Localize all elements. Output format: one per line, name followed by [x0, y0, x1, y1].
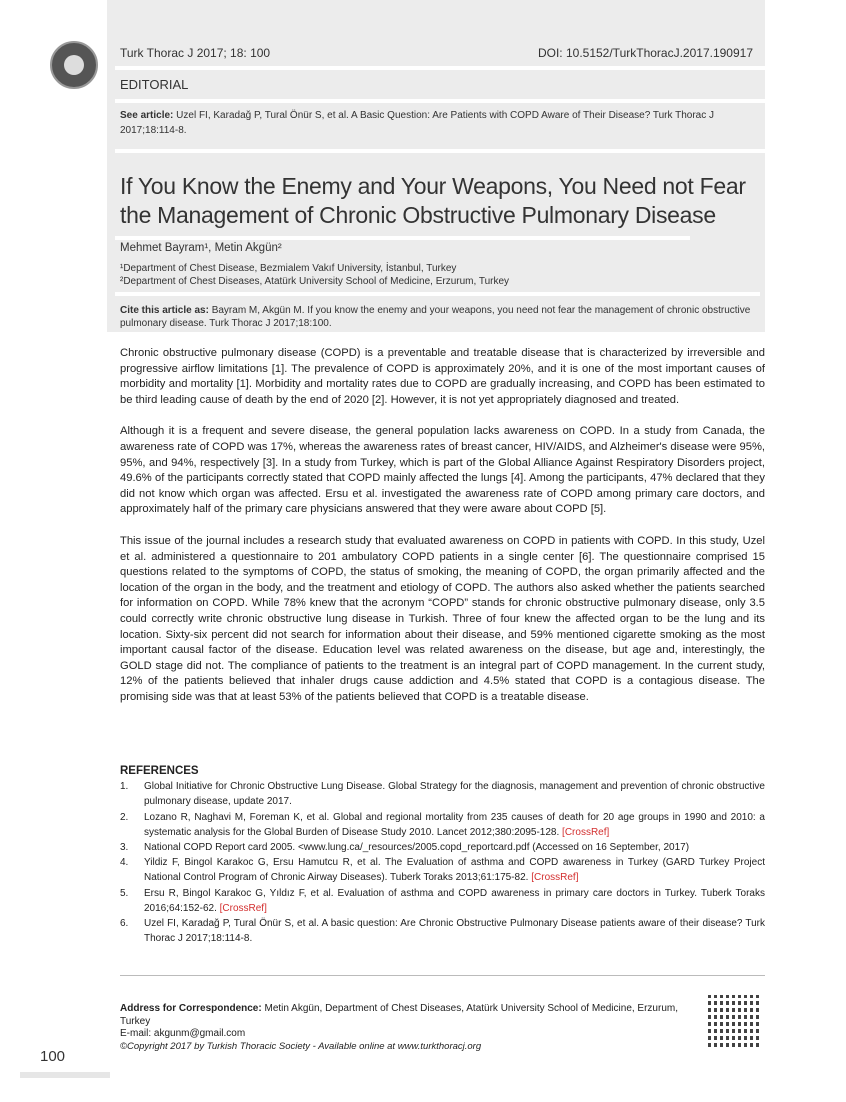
references-heading: REFERENCES	[120, 765, 199, 777]
cite-this-article	[120, 304, 760, 330]
affiliation: ²Department of Chest Diseases, Atatürk University School of Medicine, Erzurum, Turkey	[120, 276, 510, 287]
paragraph: Although it is a frequent and severe disease, the general population lacks awareness on COPD. In a study from Canada, the awareness rate of COPD was 17%, whereas the awareness rates of breast cancer, HIV/AIDS, and Alzheimer's disease were 95%, 95%, and 94%, respectively [3]. In a study from Turkey, which is part of the Global Alliance Against Respiratory Disorders project, 49.6% of the participants correctly stated that COPD mainly affected the lungs [4]. Among the participants, 47% declared that they did not know which organ was affected. Ersu et al. investigated the awareness rate of COPD among primary care doctors, and approximately half of the primary care physicians answered that they were aware about COPD [5].	[120, 425, 765, 516]
journal-reference: Turk Thorac J 2017; 18: 100	[120, 46, 271, 60]
references	[120, 764, 765, 946]
reference-number: 5.	[120, 887, 129, 899]
reference-text: Ersu R, Bingol Karakoc G, Yıldız F, et al. Evaluation of asthma and COPD awareness in primary care doctors in Turkey. Tuberk Toraks 2016;64:152-62.	[144, 887, 765, 914]
paragraph: Chronic obstructive pulmonary disease (COPD) is a preventable and treatable disease that is characterized by irreversible and progressive airflow limitations [1]. The prevalence of COPD is approximately 20%, and it is one of the most important causes of morbidity and mortality [1]. Morbidity and mortality rates due to COPD are gradually increasing, and COPD has been estimated to be third leading cause of death by the end of 2020 [2]. However, it is not yet appropriately diagnosed and treated.	[120, 347, 765, 406]
footer-divider	[120, 975, 765, 976]
see-article-label: See article:	[120, 110, 174, 121]
crossref-link[interactable]: [CrossRef]	[562, 826, 610, 838]
reference-number: 6.	[120, 918, 129, 930]
divider	[115, 66, 765, 70]
affiliations	[120, 262, 509, 288]
reference-text: Uzel FI, Karadağ P, Tural Önür S, et al. A basic question: Are Chronic Obstructive Pulmonary Disease patients aware of their disease? Turk Thorac J 2017;18:114-8.	[144, 918, 765, 945]
paragraph: This issue of the journal includes a research study that evaluated awareness on COPD in patients with COPD. In this study, Uzel et al. administered a questionnaire to 201 ambulatory COPD patients in a single center [6]. The questionnaire comprised 15 questions related to the symptoms of COPD, the status of smoking, the meaning of COPD, the organ primarily affected and the location of the organ in the body, and the treatment and etiology of COPD. The authors also asked whether the patients searched for information on COPD. While 78% knew that the acronym “COPD” stands for chronic obstructive pulmonary disease, only 3.5 could correctly write chronic obstructive lung disease in Turkish. Three of four knew the affected organ to be the lung and its location. Sixty-six percent did not search for information about their disease, and 59% mentioned cigarette smoking as the most important causal factor of the disease. Education level was related awareness on the disease, but age and, interestingly, the GOLD stage did not. The compliance of patients to the treatment is an integral part of COPD management. In the current study, 12% of the patients believed that inhaler drugs cause addiction and 4.5% stated that COPD is a contagious disease. The promising side was that at least 53% of the patients believed that COPD is a treatable disease.	[120, 534, 765, 703]
authors: Mehmet Bayram¹, Metin Akgün²	[120, 242, 282, 254]
copyright: ©Copyright 2017 by Turkish Thoracic Society - Available online at www.turkthoracj.org	[120, 1040, 482, 1052]
address-label: Address for Correspondence:	[120, 1003, 262, 1014]
correspondence	[120, 1003, 690, 1053]
reference-text: Global Initiative for Chronic Obstructive Lung Disease. Global Strategy for the diagnosis, management and prevention of chronic obstructive pulmonary disease, update 2017.	[144, 781, 765, 808]
reference-item	[120, 916, 765, 946]
reference-item	[120, 779, 765, 809]
divider	[115, 149, 765, 153]
reference-item	[120, 810, 765, 840]
divider	[115, 292, 760, 296]
qr-code-icon	[708, 995, 760, 1047]
page-number-strip	[20, 1072, 110, 1078]
reference-number: 2.	[120, 811, 129, 823]
reference-text: Lozano R, Naghavi M, Foreman K, et al. Global and regional mortality from 235 causes of death for 20 age groups in 1990 and 2010: a systematic analysis for the Global Burden of Disease Study 2010. Lancet 2012;380:2095-128.	[144, 811, 765, 838]
article-title: If You Know the Enemy and Your Weapons, You Need not Fear the Management of Chronic Obstructive Pulmonary Disease	[120, 173, 746, 228]
crossref-link[interactable]: [CrossRef]	[219, 902, 267, 914]
see-article-text[interactable]: Uzel FI, Karadağ P, Tural Önür S, et al. A Basic Question: Are Patients with COPD Aware of Their Disease? Turk Thorac J 2017;18:114-8.	[120, 110, 715, 136]
reference-number: 4.	[120, 857, 129, 869]
reference-number: 3.	[120, 842, 129, 854]
reference-item	[120, 886, 765, 916]
affiliation: ¹Department of Chest Disease, Bezmialem Vakıf University, İstanbul, Turkey	[120, 263, 457, 274]
cite-text: Bayram M, Akgün M. If you know the enemy and your weapons, you need not fear the management of chronic obstructive pulmonary disease. Turk Thorac J 2017;18:100.	[120, 305, 751, 329]
cite-label: Cite this article as:	[120, 305, 209, 316]
reference-item	[120, 855, 765, 885]
page-number: 100	[40, 1048, 66, 1065]
divider	[115, 236, 690, 240]
reference-text: Yildiz F, Bingol Karakoc G, Ersu Hamutcu R, et al. The Evaluation of asthma and COPD awareness in Turkey (GARD Turkey Project National Control Program of Chronic Airway Diseases). Tuberk Toraks 2013;61:175-82.	[144, 857, 765, 884]
section-label: EDITORIAL	[120, 77, 189, 92]
reference-text: National COPD Report card 2005. <www.lung.ca/_resources/2005.copd_reportcard.pdf (Accessed on 16 September, 2017)	[144, 842, 690, 854]
address-text: Metin Akgün, Department of Chest Diseases, Atatürk University School of Medicine, Erzurum, Turkey	[120, 1003, 678, 1027]
article-body	[120, 346, 765, 721]
society-logo	[50, 41, 98, 89]
reference-number: 1.	[120, 781, 129, 793]
crossref-link[interactable]: [CrossRef]	[531, 872, 579, 884]
reference-item	[120, 840, 765, 855]
doi[interactable]: DOI: 10.5152/TurkThoracJ.2017.190917	[537, 46, 753, 60]
divider	[115, 99, 765, 103]
see-article	[120, 108, 765, 138]
email[interactable]: E-mail: akgunm@gmail.com	[120, 1028, 246, 1039]
